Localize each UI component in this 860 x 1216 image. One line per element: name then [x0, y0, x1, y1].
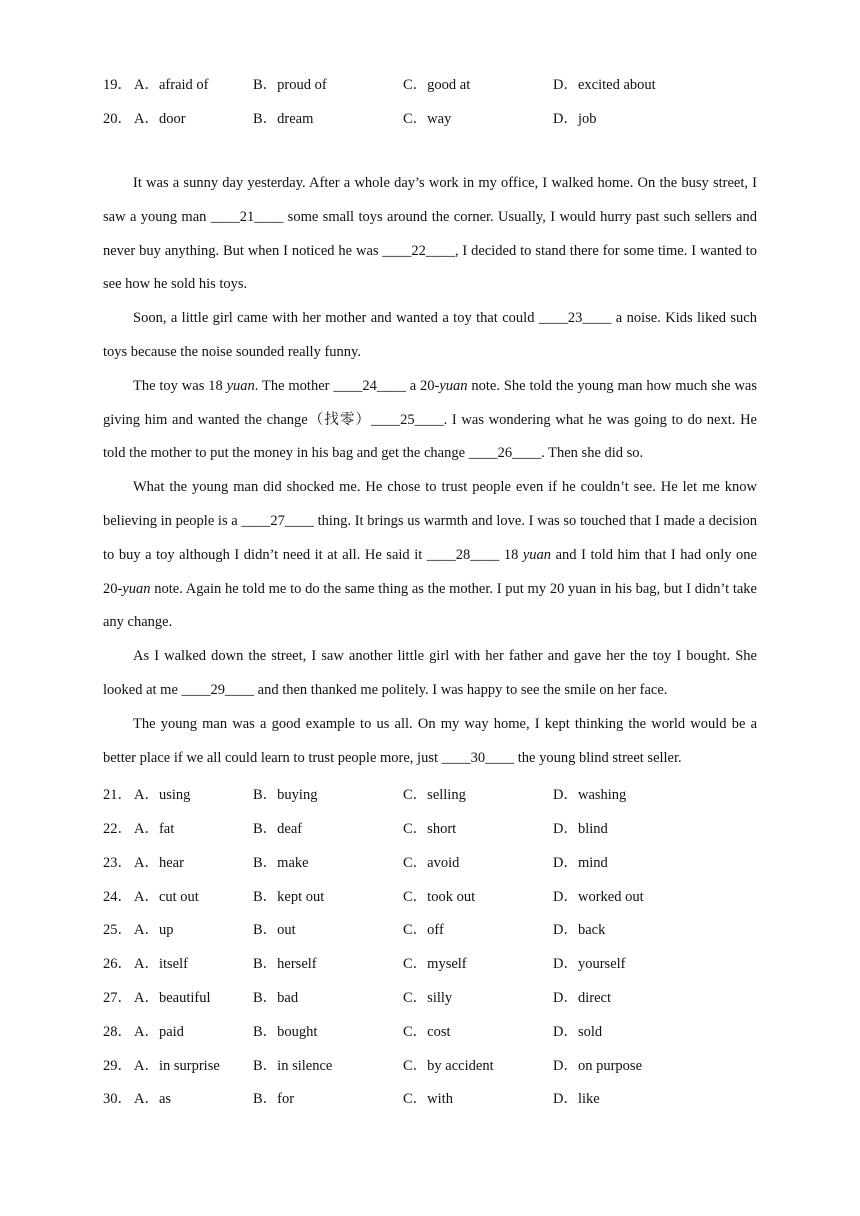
option-c: C．took out: [403, 889, 476, 905]
text: The toy was 18: [133, 377, 227, 394]
question-number: 21．: [103, 787, 132, 803]
option-a: A．beautiful: [134, 990, 211, 1006]
option-d: D．worked out: [553, 889, 644, 905]
option-b: B．dream: [253, 111, 314, 127]
option-d: D．direct: [553, 990, 611, 1006]
question-27-options: [103, 986, 763, 1006]
paragraph-6: [103, 708, 757, 776]
question-number: 30．: [103, 1091, 132, 1107]
text: . I was wondering what he was going to do next. He told the mother to put the money in his bag and get the change: [103, 411, 757, 462]
text: It was a sunny day yesterday. After a whole day’s work in my office, I walked home. On the busy street, I saw a young man: [103, 175, 757, 225]
option-d: D．like: [553, 1091, 600, 1107]
option-a: A．as: [134, 1091, 172, 1107]
paragraph-4: [103, 471, 757, 640]
question-number: 23．: [103, 855, 132, 871]
blank-23: ____23____: [538, 310, 612, 327]
question-number: 22．: [103, 821, 132, 837]
question-19-options: [103, 73, 763, 93]
option-b: B．herself: [253, 956, 317, 972]
option-b: B．deaf: [253, 821, 303, 837]
option-d: D．washing: [553, 787, 627, 803]
question-21-options: [103, 783, 763, 803]
text: Soon, a little girl came with her mother and wanted a toy that could: [133, 310, 539, 327]
option-d: D．back: [553, 922, 606, 938]
question-number: 28．: [103, 1024, 132, 1040]
italic-text: yuan: [226, 377, 255, 394]
question-22-options: [103, 817, 763, 837]
paragraph-5: [103, 640, 757, 708]
option-d: D．yourself: [553, 956, 626, 972]
italic-text: yuan: [439, 377, 468, 394]
question-29-options: [103, 1054, 763, 1074]
italic-text: yuan: [122, 580, 151, 597]
text: note. Again he told me to do the same thing as the mother. I put my 20 yuan in his bag, but I didn’t take any change.: [103, 580, 757, 631]
text: the young blind street seller.: [514, 749, 682, 766]
question-26-options: [103, 952, 763, 972]
option-c: C．avoid: [403, 855, 460, 871]
option-c: C．good at: [403, 77, 471, 93]
text: note. She told the young man how much she was giving him and wanted the change（找零）: [103, 377, 758, 428]
option-d: D．mind: [553, 855, 608, 871]
blank-25: ____25____: [371, 411, 444, 428]
text: thing. It brings us warmth and love. I was so touched that I made a decision to buy a toy although I didn’t need it at all. He said it: [103, 512, 758, 563]
option-b: B．bought: [253, 1024, 318, 1040]
paragraph-2: [103, 302, 757, 370]
text: and then thanked me politely. I was happy to see the smile on her face.: [254, 681, 668, 698]
option-c: C．by accident: [403, 1058, 494, 1074]
blank-24: ____24____: [333, 377, 406, 394]
question-23-options: [103, 851, 763, 871]
option-c: C．selling: [403, 787, 466, 803]
option-c: C．cost: [403, 1024, 451, 1040]
option-c: C．myself: [403, 956, 467, 972]
text: . Then she did so.: [541, 445, 644, 462]
option-c: C．silly: [403, 990, 453, 1006]
option-d: D．excited about: [553, 77, 656, 93]
question-number: 20．: [103, 111, 132, 127]
text: and I told him that I had only one 20-: [103, 546, 757, 597]
option-b: B．make: [253, 855, 309, 871]
option-a: A．paid: [134, 1024, 184, 1040]
blank-22: ____22____: [382, 242, 455, 259]
question-25-options: [103, 918, 763, 938]
text: . The mother: [254, 377, 334, 394]
option-d: D．on purpose: [553, 1058, 643, 1074]
option-c: C．off: [403, 922, 444, 938]
blank-30: ____30____: [441, 749, 515, 766]
text: , I decided to stand there for some time. I wanted to see how he sold his toys.: [103, 242, 757, 293]
question-number: 24．: [103, 889, 132, 905]
option-d: D．sold: [553, 1024, 603, 1040]
question-number: 26．: [103, 956, 132, 972]
text: some small toys around the corner. Usually, I would hurry past such sellers and never buy anything. But when I noticed he was: [103, 208, 758, 259]
option-b: B．bad: [253, 990, 299, 1006]
option-a: A．using: [134, 787, 191, 803]
option-d: D．job: [553, 111, 597, 127]
option-a: A．itself: [134, 956, 188, 972]
option-c: C．way: [403, 111, 452, 127]
option-a: A．cut out: [134, 889, 199, 905]
option-b: B．proud of: [253, 77, 327, 93]
option-a: A．hear: [134, 855, 184, 871]
blank-21: ____21____: [210, 208, 284, 225]
option-b: B．buying: [253, 787, 318, 803]
question-number: 25．: [103, 922, 132, 938]
paragraph-3: [103, 370, 757, 471]
option-b: B．kept out: [253, 889, 325, 905]
option-a: A．up: [134, 922, 174, 938]
option-a: A．afraid of: [134, 77, 209, 93]
text: a 20-: [405, 377, 440, 394]
option-b: B．in silence: [253, 1058, 333, 1074]
paragraph-1: [103, 167, 757, 302]
blank-29: ____29____: [181, 681, 255, 698]
question-24-options: [103, 885, 763, 905]
text: The young man was a good example to us all. On my way home, I kept thinking the world would be a better place if we all could learn to trust people more, just: [103, 715, 757, 766]
option-b: B．out: [253, 922, 296, 938]
question-number: 29．: [103, 1058, 132, 1074]
text: a noise. Kids liked such toys because the noise sounded really funny.: [103, 310, 757, 360]
text: 18: [499, 546, 523, 563]
option-a: A．door: [134, 111, 186, 127]
question-28-options: [103, 1020, 763, 1040]
option-a: A．in surprise: [134, 1058, 220, 1074]
blank-28: ____28____: [426, 546, 500, 563]
option-b: B．for: [253, 1091, 295, 1107]
question-number: 27．: [103, 990, 132, 1006]
blank-26: ____26____: [468, 445, 542, 462]
option-c: C．with: [403, 1091, 453, 1107]
question-20-options: [103, 107, 763, 127]
cloze-passage: [103, 167, 757, 775]
text: What the young man did shocked me. He chose to trust people even if he couldn’t see. He let me know believing in people is a: [103, 479, 757, 529]
question-number: 19．: [103, 77, 132, 93]
option-a: A．fat: [134, 821, 175, 837]
blank-27: ____27____: [241, 512, 314, 529]
italic-text: yuan: [522, 546, 552, 563]
option-c: C．short: [403, 821, 457, 837]
question-30-options: [103, 1087, 763, 1107]
option-d: D．blind: [553, 821, 608, 837]
text: As I walked down the street, I saw another little girl with her father and gave her the toy I bought. She looked at me: [103, 648, 757, 698]
